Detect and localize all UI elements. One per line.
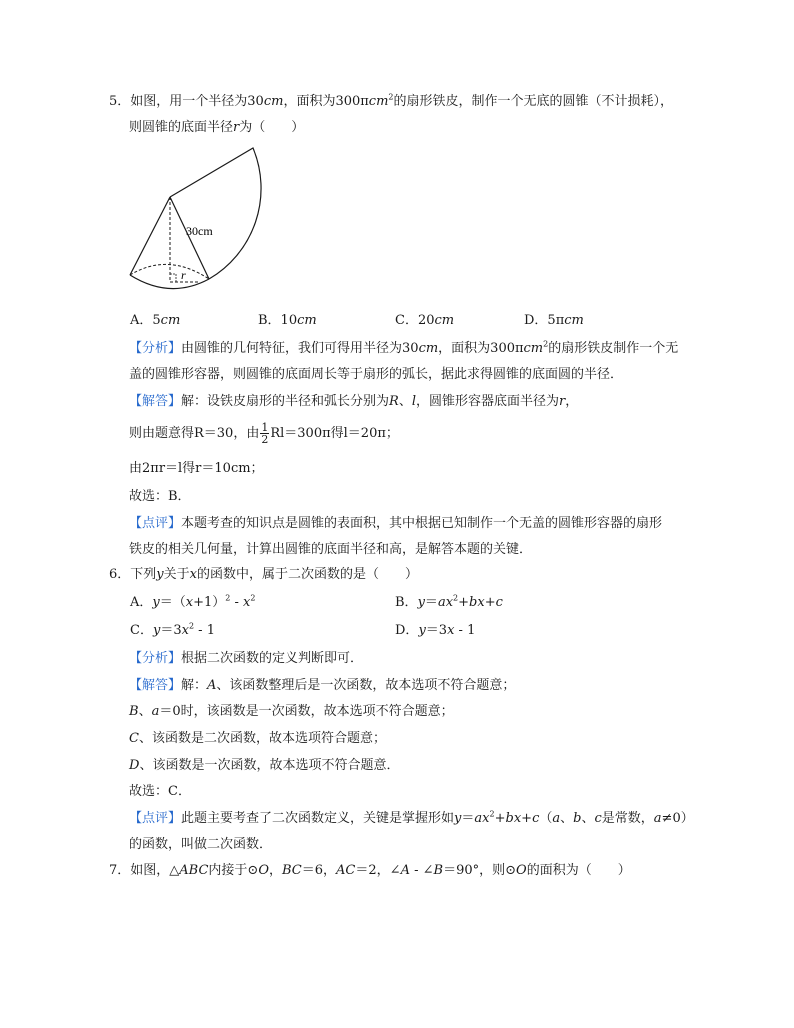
q5-choose: 故选：B． [129,489,191,504]
q6-option-d: D．y＝3x - 1 [395,623,476,638]
fraction-half [260,422,269,445]
q6-solution-line2: B、a＝0时，该函数是一次函数，故本选项不符合题意； [129,704,454,719]
q6-solution: 【解答】解：A、该函数整理后是一次函数，故本选项不符合题意； [129,678,516,693]
solution-tag: 【解答】 [129,678,182,693]
solution-tag: 【解答】 [129,394,182,409]
q6-analysis [129,650,363,668]
q5-comment-text: 本题考查的知识点是圆锥的表面积，其中根据已知制作一个无盖的圆锥形容器的扇形 [181,516,663,531]
q6-comment: 【点评】此题主要考查了二次函数定义，关键是掌握形如$y=ax^2+bx+c(a$、b、c是常数，a≠0） [129,809,694,826]
right-angle-mark [170,274,176,282]
cone-sector-figure [120,140,270,300]
cone-right-edge [170,197,209,279]
comment-tag: 【点评】 [129,516,182,531]
q5-option-b: B．10cm [258,313,317,328]
analysis-tag: 【分析】 [129,341,182,356]
q5-comment-line2: 铁皮的相关几何量，计算出圆锥的底面半径和高，是解答本题的关键． [129,542,533,557]
q7-stem: 7．如图，△ABC内接于⊙O，BC＝6，AC＝2，∠A - ∠B＝90°，则⊙O的面积为（ ） [109,863,631,878]
q6-option-b: B．$y=ax^2+bx+c$ [395,593,503,610]
comment-tag: 【点评】 [129,811,182,826]
q5-analysis: 【分析】由圆锥的几何特征，我们可得用半径为30cm，面积为300πcm$^2$的扇形铁皮制作一个无 [129,339,679,356]
q6-comment-line2: 的函数，叫做二次函数． [129,837,273,852]
q6-option-a: A．$y=(x+1)^2 - x^2$ [130,593,256,610]
q5-solution-line2 [129,422,399,445]
analysis-tag: 【分析】 [129,651,182,666]
q5-stem-line2: 则圆锥的底面半径r为（ ） [129,120,305,135]
q6-solution-line3: C、该函数是二次函数，故本选项符合题意； [129,731,386,746]
q5-option-a: A．5cm [130,313,181,328]
q5-stem: 5．如图，用一个半径为30cm，面积为300πcm$^2$的扇形铁皮，制作一个无底的圆锥（不计损耗）， [109,92,674,109]
q5-option-d: D．5πcm [524,313,584,328]
q6-choose: 故选：C． [129,784,191,799]
cone-left-edge [130,197,170,275]
sector-outline [170,148,261,279]
q5-solution: 【解答】解：设铁皮扇形的半径和弧长分别为R、l，圆锥形容器底面半径为r， [129,394,579,409]
q5-option-c: C．20cm [395,313,455,328]
frac-num: 1 [261,421,269,434]
q6-stem: 6．下列y关于x的函数中，属于二次函数的是（ ） [109,567,419,582]
sol2-part-b: Rl＝300π得l＝20π； [270,426,399,441]
cone-base-back [130,264,209,279]
q5-comment [129,515,662,533]
sol2-part-a: 则由题意得R＝30，由 [129,426,260,441]
q6-analysis-text: 根据二次函数的定义判断即可． [181,651,364,666]
q5-solution-line3: 由2πr＝l得r＝10cm； [129,461,264,476]
frac-den: 2 [261,433,269,446]
q6-option-c: C．$y=3x^2 - 1$ [130,621,215,638]
radius-label: r [181,268,186,282]
q5-analysis-line2: 盖的圆锥形容器，则圆锥的底面周长等于扇形的弧长，据此求得圆锥的底面圆的半径． [129,367,624,382]
q6-solution-line4: D、该函数是一次函数，故本选项不符合题意． [129,758,400,773]
slant-label: 30cm [186,224,213,238]
